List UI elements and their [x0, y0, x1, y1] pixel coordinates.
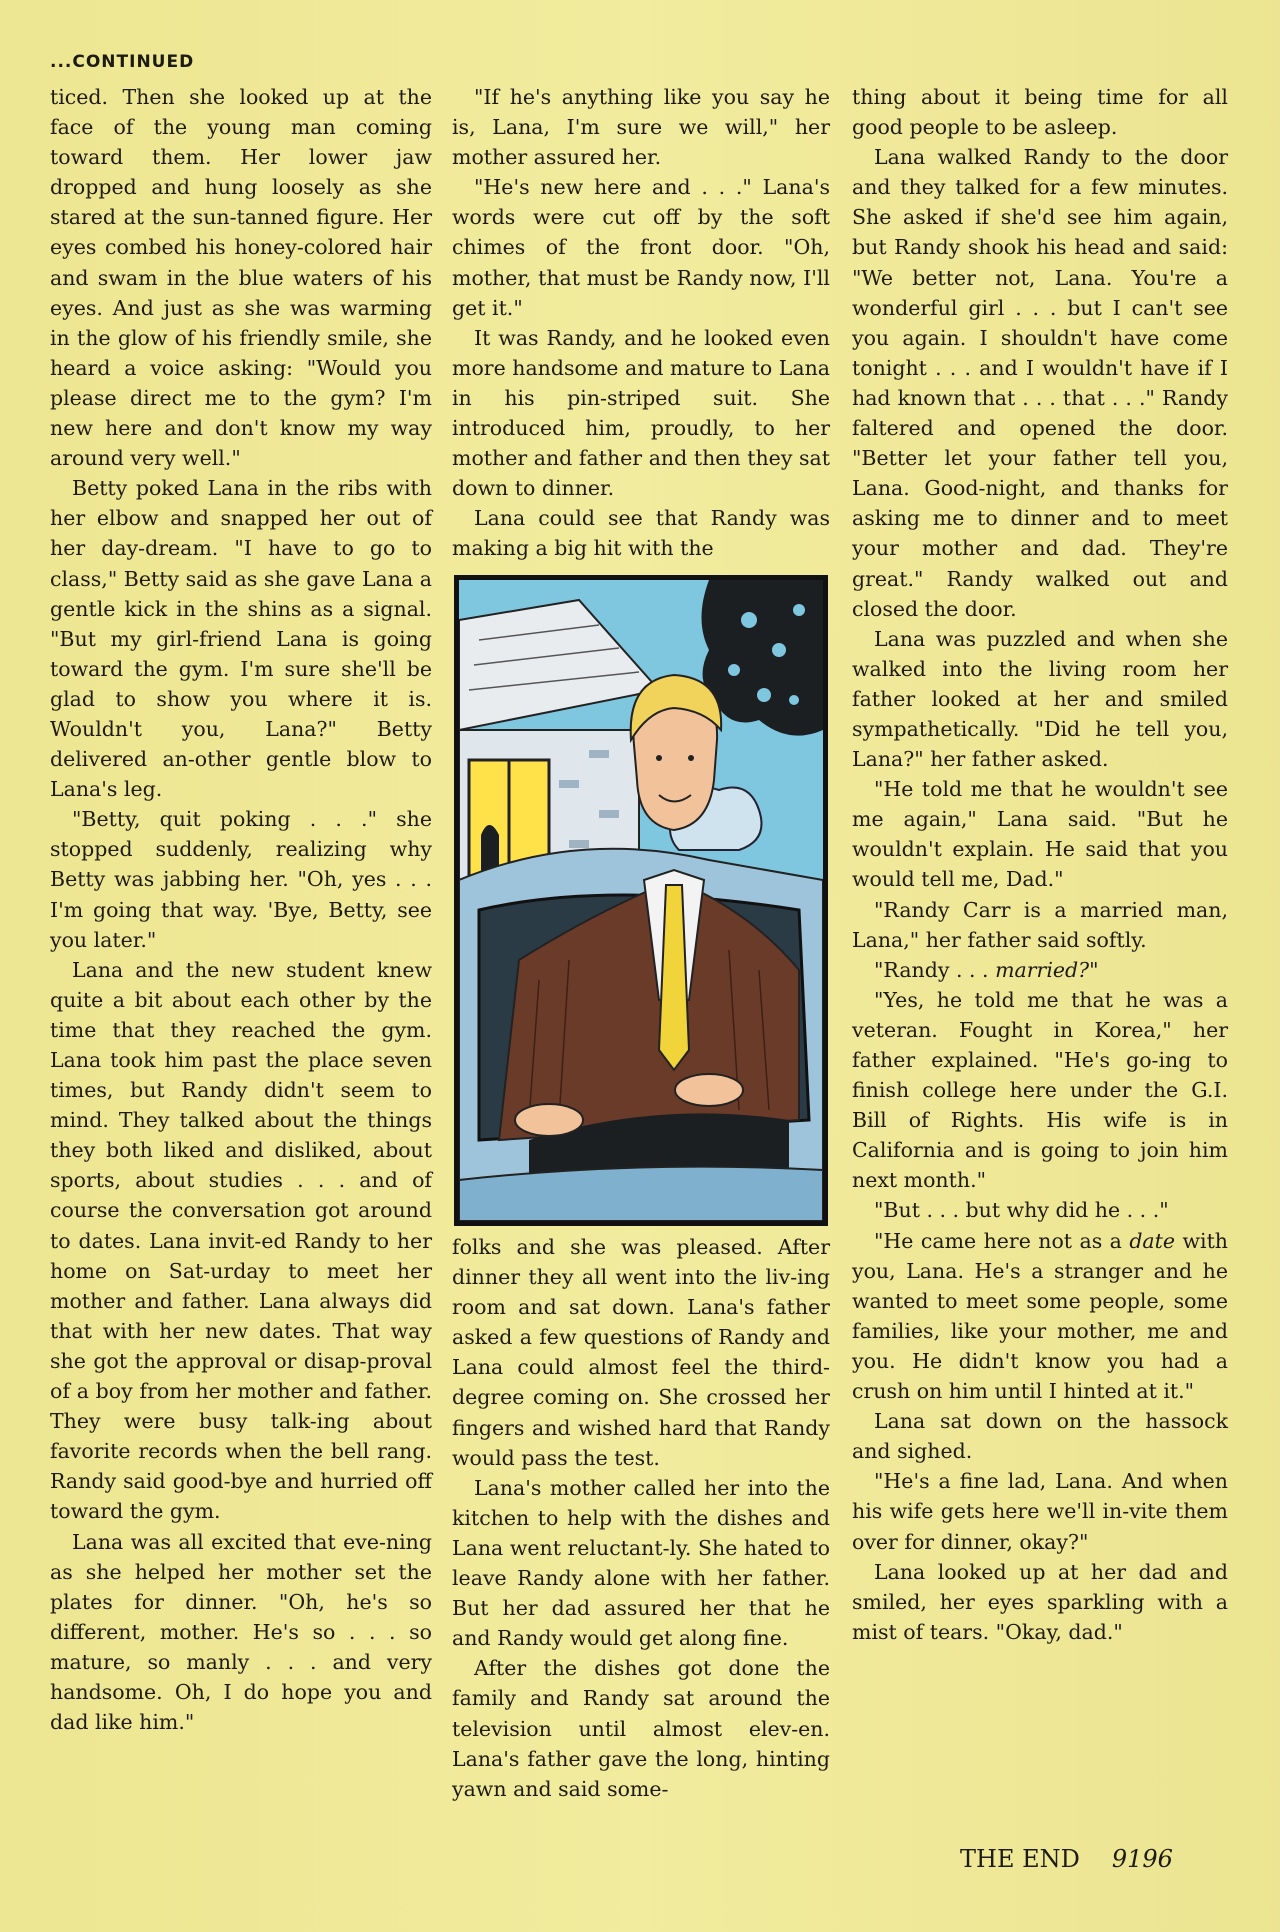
- text-column-right: [852, 82, 1228, 1647]
- text-span: "Randy . . .: [874, 957, 996, 982]
- paragraph: thing about it being time for all good people to be asleep.: [852, 85, 1228, 140]
- paragraph: Betty poked Lana in the ribs with her elbow and snapped her out of her day-dream. "I have to go to class," Betty said as she gave Lana a gentle kick in the shins as a signal. "But my girl-friend Lana is going toward the gym. I'm sure she'll be glad to show you where it is. Wouldn't you, Lana?" Betty delivered an-other gentle blow to Lana's leg.: [50, 476, 432, 802]
- continued-label: ...CONTINUED: [50, 52, 195, 72]
- paragraph: "But . . . but why did he . . .": [874, 1198, 1169, 1223]
- paragraph: Lana sat down on the hassock and sighed.: [852, 1409, 1228, 1464]
- paragraph: "Betty, quit poking . . ." she stopped suddenly, realizing why Betty was jabbing her. "Oh, yes . . . I'm going that way. 'Bye, Betty, see you later.": [50, 807, 432, 952]
- paragraph: Lana walked Randy to the door and they talked for a few minutes. She asked if she'd see him again, but Randy shook his head and said: "We better not, Lana. You're a wonderful girl . . . but I can't see you again. I shouldn't have come tonight . . . and I wouldn't have if I had known that . . . that . . ." Randy faltered and opened the door. "Better let your father tell you, Lana. Good-night, and thanks for asking me to dinner and to meet your mother and dad. They're great." Randy walked out and closed the door.: [852, 145, 1228, 621]
- end-line: [960, 1845, 1173, 1873]
- the-end-label: THE END: [960, 1845, 1080, 1873]
- paragraph: Lana was puzzled and when she walked into the living room her father looked at her and smiled sympathetically. "Did he tell you, Lana?" her father asked.: [852, 626, 1228, 772]
- paragraph: "Yes, he told me that he was a veteran. Fought in Korea," her father explained. "He's go-ing to finish college here under the G.I. Bill of Rights. His wife is in California and is going to join him next month.": [852, 987, 1228, 1193]
- paragraph: "He told me that he wouldn't see me again," Lana said. "But he wouldn't explain. He said that you would tell me, Dad.": [852, 777, 1228, 892]
- text-span: "He came here not as a: [874, 1228, 1130, 1253]
- paragraph: "Randy Carr is a married man, Lana," her father said softly.: [852, 897, 1228, 952]
- paragraph: "If he's anything like you say he is, Lana, I'm sure we will," her mother assured her.: [452, 85, 830, 170]
- paragraph: "He's new here and . . ." Lana's words were cut off by the soft chimes of the front door. "Oh, mother, that must be Randy now, I'll get it.": [452, 175, 830, 320]
- illustration-panel: [454, 575, 828, 1226]
- paragraph: Lana could see that Randy was making a big hit with the: [452, 506, 830, 561]
- randy-in-car-illustration: [459, 580, 823, 1221]
- paragraph: Lana was all excited that eve-ning as she helped her mother set the plates for dinner. "Oh, he's so different, mother. He's so . . . so mature, so manly . . . and very handsome. Oh, I do hope you and dad like him.": [50, 1529, 432, 1735]
- paragraph: [852, 1226, 1228, 1407]
- text-span: with you, Lana. He's a stranger and he wanted to meet some people, some families, like your mother, me and you. He didn't know you had a crush on him until I hinted at it.": [852, 1228, 1229, 1404]
- paragraph: After the dishes got done the family and Randy sat around the television until almost elev-en. Lana's father gave the long, hinting yawn and said some-: [452, 1656, 830, 1801]
- paragraph: It was Randy, and he looked even more handsome and mature to Lana in his pin-striped suit. She introduced him, proudly, to her mother and father and then they sat down to dinner.: [452, 325, 830, 501]
- paragraph: Lana looked up at her dad and smiled, her eyes sparkling with a mist of tears. "Okay, dad.": [852, 1559, 1228, 1644]
- paragraph: Lana's mother called her into the kitchen to help with the dishes and Lana went reluctant-ly. She hated to leave Randy alone with her father. But her dad assured her that he and Randy would get along fine.: [452, 1475, 830, 1651]
- paragraph: folks and she was pleased. After dinner they all went into the liv-ing room and sat down. Lana's father asked a few questions of Randy and Lana could almost feel the third-degree coming on. She crossed her fingers and wished hard that Randy would pass the test.: [452, 1235, 830, 1470]
- paragraph: "He's a fine lad, Lana. And when his wife gets here we'll in-vite them over for dinner, okay?": [852, 1469, 1228, 1554]
- paragraph: Lana and the new student knew quite a bit about each other by the time that they reached the gym. Lana took him past the place seven times, but Randy didn't seem to mind. They talked about the things they both liked and disliked, about sports, about studies . . . and of course the conversation got around to dates. Lana invit-ed Randy to her home on Sat-urday to meet her mother and father. Lana always did that with her new dates. That way she got the approval or disap-proval of a boy from her mother and father. They were busy talk-ing about favorite records when the bell rang. Randy said good-bye and hurried off toward the gym.: [50, 957, 432, 1524]
- paragraph: [852, 955, 1228, 985]
- text-column-middle-top: [452, 82, 830, 564]
- text-column-middle-bottom: [452, 1232, 830, 1804]
- page-code: 9196: [1111, 1845, 1173, 1873]
- text-column-left: [50, 82, 432, 1737]
- italic-text: date: [1129, 1228, 1176, 1253]
- italic-text: married?": [995, 957, 1099, 982]
- paragraph: ticed. Then she looked up at the face of the young man coming toward them. Her lower jaw dropped and hung loosely as she stared at the sun-tanned figure. Her eyes combed his honey-colored hair and swam in the blue waters of his eyes. And just as she was warming in the glow of his friendly smile, she heard a voice asking: "Would you please direct me to the gym? I'm new here and don't know my way around very well.": [50, 85, 432, 471]
